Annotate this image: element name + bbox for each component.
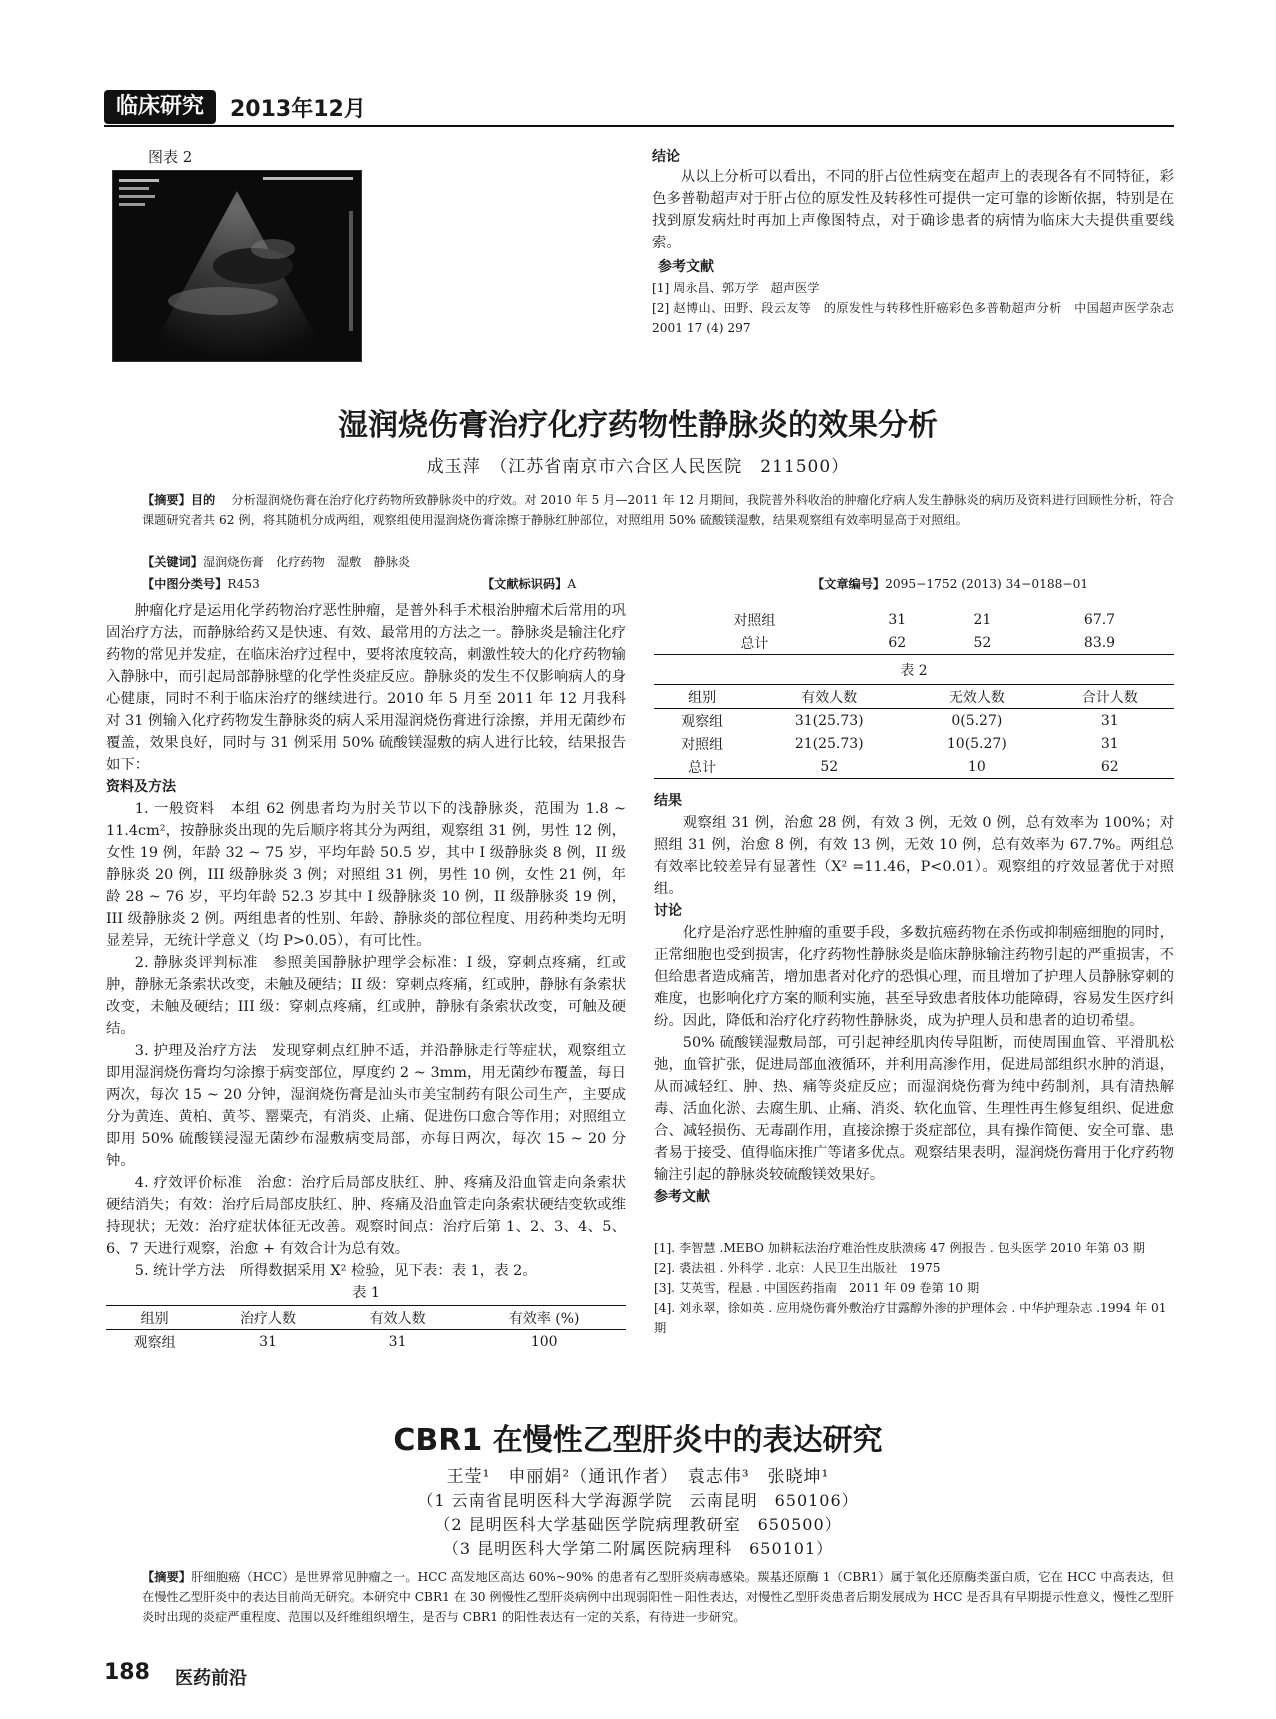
right-column [654,790,1174,1208]
intro-paragraph: 肿瘤化疗是运用化学药物治疗恶性肿瘤，是普外科手术根治肿瘤术后常用的巩固治疗方法，而静脉给药又是快速、有效、最常用的方法之一。静脉炎是输注化疗药物的常见并发症，在临床治疗过程中，要将浓度较高，刺激性较大的化疗药物输入静脉中，而引起局部静脉壁的化学性炎症反应。静脉炎的发生不仅影响病人的身心健康，同时不利于临床治疗的继续进行。2010 年 5 月至 2011 年 12 月我科对 31 例输入化疗药物发生静脉炎的病人采用湿润烧伤膏进行涂擦，并用无菌纱布覆盖，效果良好，同时与 31 例采用 50% 硫酸镁湿敷的病人进行比较，结果报告如下： [106,603,626,773]
article2-title: CBR1 在慢性乙型肝炎中的表达研究 [393,1423,883,1458]
methods-heading: 资料及方法 [106,779,176,795]
discussion-heading: 讨论 [654,903,682,919]
table-cell: 52 [940,631,1025,655]
results-heading: 结果 [654,793,682,809]
results-paragraph: 观察组 31 例，治愈 28 例，有效 3 例，无效 0 例，总有效率为 100%；对照组 31 例，治愈 8 例，有效 13 例，无效 10 例，总有效率为 67.7%。两组总有效率比较差异有显著性（X² =11.46，P<0.01）。观察组的疗效显著优于对照组。 [654,815,1174,897]
table-header-cell: 治疗人数 [203,1306,333,1330]
doc-code-value: A [567,577,577,591]
method-paragraph-3: 3. 护理及治疗方法 发现穿刺点红肿不适，并沿静脉走行等症状，观察组立即用湿润烧伤膏均匀涂擦于病变部位，厚度约 2 ~ 3mm，用无菌纱布覆盖，每日两次，每次 15 ~ 20 分钟，湿润烧伤膏是汕头市美宝制药有限公司生产，主要成分为黄连、黄柏、黄芩、罂粟壳，有消炎、止痛、促进伤口愈合等作用；对照组立即用 50% 硫酸镁浸湿无菌纱布湿敷病变局部，亦每日两次，每次 15 ~ 20 分钟。 [106,1043,626,1169]
table-cell: 10(5.27) [946,735,1007,752]
table-cell: 观察组 [681,713,724,730]
table-cell: 对照组 [681,736,724,753]
table-cell: 100 [530,1333,558,1350]
article1-refs [654,1238,1174,1338]
table-cell: 62 [855,631,940,655]
table-cell: 31(25.73) [794,712,864,729]
left-column [106,600,626,1304]
keywords-label: 【关键词】 [142,555,203,569]
issue-date: 2013年12月 [230,97,366,122]
article-abstract [142,490,1174,530]
table-cell: 67.7 [1083,611,1116,628]
table2-caption: 表 2 [900,663,928,679]
table1-caption: 表 1 [351,1285,381,1301]
table-cell: 31 [1100,712,1119,729]
table-row [654,732,1174,755]
reference-item: [2]. 裘法祖 . 外科学 . 北京：人民卫生出版社 1975 [654,1261,941,1275]
table-header-cell: 有效人数 [750,685,908,709]
affiliation-1: （1 云南省昆明医科大学海源学院 云南昆明 650106） [417,1491,859,1510]
table-header-row [654,685,1174,709]
abstract-label: 【摘要】目的 [142,493,216,507]
table-row [654,709,1174,733]
article2-abstract [142,1567,1174,1627]
article-no-value: 2095−1752 (2013) 34−0188−01 [885,577,1089,591]
ultrasound-image [112,170,362,362]
top-refs [652,278,1174,338]
table-cell: 观察组 [133,1334,176,1351]
table-header-cell: 有效率 (%) [462,1306,626,1330]
keywords-text: 湿润烧伤膏 化疗药物 湿敷 静脉炎 [202,555,411,569]
conclusion-text [652,166,1174,254]
clc-label: 【中图分类号】 [142,577,228,591]
table2 [654,684,1174,779]
table-row [654,608,1174,631]
table-header-row [106,1306,626,1330]
table-cell: 总计 [654,631,855,655]
page-number: 188 [104,1660,150,1685]
table-header-cell: 合计人数 [1046,685,1174,709]
affiliation-3: （3 昆明医科大学第二附属医院病理科 650101） [442,1539,834,1558]
table-row [106,1330,626,1354]
discussion-paragraph-2: 50% 硫酸镁湿敷局部，可引起神经肌肉传导阻断，而使周围血管、平滑肌松弛，血管扩张，促进局部血液循环，并利用高渗作用，促进局部组织水肿的消退，从而减轻红、肿、热、痛等炎症反应；而湿润烧伤膏为纯中药制剂，具有清热解毒、活血化淤、去腐生肌、止痛、消炎、软化血管、生理性再生修复组织、促进愈合、减轻损伤、无毒副作用，直接涂擦于炎症部位，具有操作简便、安全可靠、患者易于接受、值得临床推广等诸多优点。观察结果表明，湿润烧伤膏用于化疗药物输注引起的静脉炎较硫酸镁效果好。 [654,1035,1174,1183]
reference-item: [2] 赵博山、田野、段云友等 的原发性与转移性肝癌彩色多普勒超声分析 中国超声医学杂志 2001 17 (4) 297 [652,301,1174,335]
section-badge: 临床研究 [104,90,216,124]
article-author: 成玉萍 （江苏省南京市六合区人民医院 211500） [426,457,850,477]
table-cell: 31 [388,1333,407,1350]
article2-authors: 王莹¹ 申丽娟²（通讯作者） 袁志伟³ 张晓坤¹ [446,1467,830,1487]
discussion-paragraph-1: 化疗是治疗恶性肿瘤的重要手段，多数抗癌药物在杀伤或抑制癌细胞的同时，正常细胞也受到损害，化疗药物性静脉炎是临床静脉输注药物引起的严重损害，不但给患者造成痛苦，增加患者对化疗的恐惧心理，而且增加了护理人员静脉穿刺的难度，也影响化疗方案的顺利实施，甚至导致患者肢体功能障碍，容易发生医疗纠纷。因此，降低和治疗化疗药物性静脉炎，成为护理人员和患者的迫切希望。 [654,925,1174,1029]
conclusion-paragraph: 从以上分析可以看出，不同的肝占位性病变在超声上的表现各有不同特征，彩色多普勒超声对于肝占位的原发性及转移性可提供一定可靠的诊断依据，特别是在找到原发病灶时再加上声像图特点，对于确诊患者的病情为临床大夫提供重要线索。 [652,169,1174,251]
reference-item: [3]. 艾英雪，程悬 . 中国医药指南 2011 年 09 卷第 10 期 [654,1281,980,1295]
article-title: 湿润烧伤膏治疗化疗药物性静脉炎的效果分析 [338,408,938,443]
top-refs-heading: 参考文献 [658,259,714,275]
table-cell: 对照组 [733,612,776,629]
conclusion-heading: 结论 [652,149,680,165]
journal-name: 医药前沿 [175,1668,247,1689]
doc-code-label: 【文献标识码】 [482,577,568,591]
method-paragraph-4: 4. 疗效评价标准 治愈：治疗后局部皮肤红、肿、疼痛及沿血管走向条索状硬结消失；有效：治疗后局部皮肤红、肿、疼痛及沿血管走向条索状硬结变软或维持现状；无效：治疗症状体征无改善。观察时间点：治疗后第 1、2、3、4、5、6、7 天进行观察，治愈 + 有效合计为总有效。 [106,1175,626,1257]
reference-item: [1] 周永昌、郭万学 超声医学 [652,281,820,295]
reference-item: [4]. 刘永翠，徐如英 . 应用烧伤膏外敷治疗甘露醇外渗的护理体会 . 中华护理杂志 .1994 年 01 期 [654,1301,1167,1335]
ultrasound-scan-graphic [113,171,361,361]
table-cell: 31 [1100,735,1119,752]
method-paragraph-2: 2. 静脉炎评判标准 参照美国静脉护理学会标准：I 级，穿刺点疼痛，红或肿，静脉无条索状改变，未触及硬结；II 级：穿刺点疼痛，红或肿，静脉有条索状改变，未触及硬结；III 级：穿刺点疼痛，红或肿，静脉有条索状改变，可触及硬结。 [106,955,626,1037]
table1-left [106,1305,626,1353]
reference-item: [1]. 李智慧 .MEBO 加耕耘法治疗难治性皮肤溃疡 47 例报告 . 包头医学 2010 年第 03 期 [654,1241,1145,1255]
table-cell: 21 [973,611,992,628]
table-row [654,755,1174,779]
table-row [654,631,1174,655]
table-cell: 总计 [654,755,750,779]
abstract-text: 分析湿润烧伤膏在治疗化疗药物所致静脉炎中的疗效。对 2010 年 5 月—2011 年 12 月期间，我院普外科收治的肿瘤化疗病人发生静脉炎的病历及资料进行回顾性分析，符合课题研究者共 62 例，将其随机分成两组，观察组使用湿润烧伤膏涂擦于静脉红肿部位，对照组用 50% 硫酸镁湿敷，结果观察组有效率明显高于对照组。 [142,493,1174,527]
clc-line [142,574,260,594]
article-no-label: 【文章编号】 [812,577,886,591]
table-cell: 0(5.27) [951,712,1003,729]
table-header-cell: 组别 [106,1306,203,1330]
doc-code-line [482,574,576,594]
table-cell: 31 [259,1333,277,1350]
header-rule [104,125,1174,127]
table1-right [654,608,1174,655]
abstract-text: 肝细胞癌（HCC）是世界常见肿瘤之一。HCC 高发地区高达 60%~90% 的患者有乙型肝炎病毒感染。羰基还原酶 1（CBR1）属于氧化还原酶类蛋白质，它在 HCC 中高表达，但在慢性乙型肝炎中的表达目前尚无研究。本研究中 CBR1 在 30 例慢性乙型肝炎病例中出现弱阳性－阳性表达，对慢性乙型肝炎患者后期发展成为 HCC 是否具有早期提示性意义，慢性乙型肝炎时出现的炎症严重程度、范围以及纤维组织增生，是否与 CBR1 的阳性表达有一定的关系，有待进一步研究。 [142,1570,1174,1624]
table-header-cell: 无效人数 [908,685,1045,709]
table-cell: 10 [908,755,1045,779]
affiliation-2: （2 昆明医科大学基础医学院病理教研室 650500） [434,1515,842,1534]
method-paragraph-1: 1. 一般资料 本组 62 例患者均为肘关节以下的浅静脉炎，范围为 1.8 ~ 11.4cm²，按静脉炎出现的先后顺序将其分为两组，观察组 31 例，男性 12 例，女性 19 例，年龄 32 ~ 75 岁，平均年龄 50.5 岁，其中 I 级静脉炎 8 例，II 级静脉炎 20 例，III 级静脉炎 3 例；对照组 31 例，男性 10 例，女性 21 例，年龄 28 ~ 76 岁，平均年龄 52.3 岁其中 I 级静脉炎 10 例，II 级静脉炎 19 例，III 级静脉炎 2 例。两组患者的性别、年龄、静脉炎的部位程度、用药种类均无明显差异，无统计学意义（均 P>0.05），有可比性。 [106,801,626,949]
method-paragraph-5: 5. 统计学方法 所得数据采用 X² 检验，见下表：表 1，表 2。 [134,1263,537,1279]
table-cell: 83.9 [1025,631,1174,655]
table-cell: 21(25.73) [794,735,864,752]
table-header-cell: 有效人数 [333,1306,463,1330]
refs-heading: 参考文献 [654,1189,710,1205]
figure-label: 图表 2 [148,148,193,166]
clc-value: R453 [227,577,260,591]
table-header-cell: 组别 [654,685,750,709]
keywords-line [142,552,410,572]
table-cell: 52 [750,755,908,779]
article-no-line [812,574,1088,594]
table-cell: 31 [888,611,907,628]
abstract-label: 【摘要】 [142,1570,192,1584]
table-cell: 62 [1046,755,1174,779]
